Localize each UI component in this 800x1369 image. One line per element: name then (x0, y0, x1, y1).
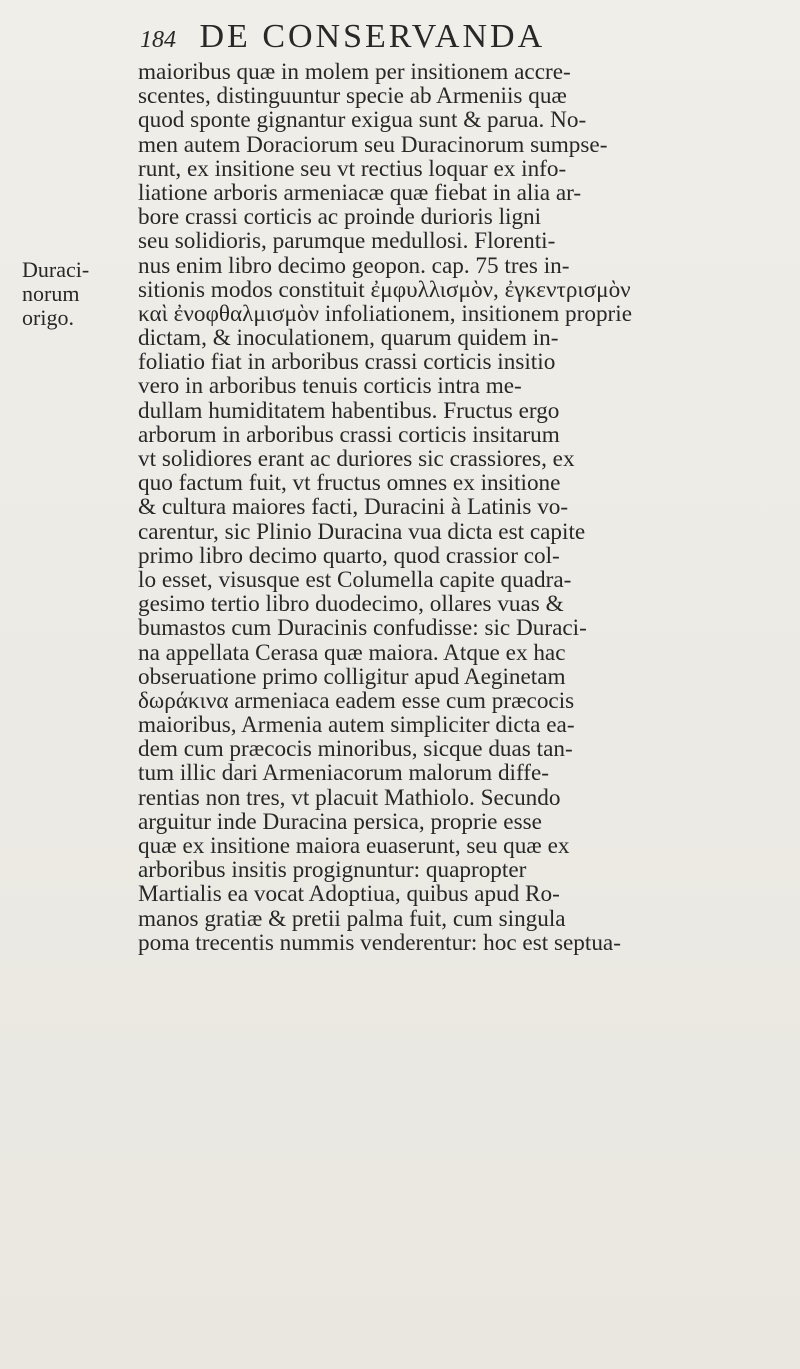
text-line: quod sponte gignantur exigua sunt & parua. No- (138, 107, 587, 134)
text-line: scentes, distinguuntur specie ab Armeniis quæ (138, 83, 567, 110)
header-title: DE CONSERVANDA (199, 18, 546, 55)
margin-note-line: origo. (22, 305, 74, 330)
text-line: seu solidioris, parumque medullosi. Florenti- (138, 228, 556, 255)
text-line: tum illic dari Armeniacorum malorum diffe- (138, 760, 550, 787)
text-line: vero in arboribus tenuis corticis intra me- (138, 373, 522, 400)
text-line: sitionis modos constituit ἐμφυλλισμὸν, ἐγκεντρισμὸν (138, 276, 631, 303)
text-line: maioribus quæ in molem per insitionem accre- (138, 59, 571, 85)
text-line: lo esset, visusque est Columella capite quadra- (138, 566, 572, 593)
text-line: obseruatione primo colligitur apud Aeginetam (138, 663, 566, 690)
text-line: δωράκινα armeniaca eadem esse cum præcocis (138, 687, 575, 714)
text-line: vt solidiores erant ac duriores sic crassiores, ex (138, 446, 575, 472)
text-line: dullam humiditatem habentibus. Fructus ergo (138, 397, 560, 424)
margin-note (22, 258, 132, 330)
text-line: carentur, sic Plinio Duracina vua dicta est capite (138, 518, 586, 545)
text-line: liatione arboris armeniacæ quæ fiebat in alia ar- (138, 179, 582, 206)
text-line: arboribus insitis progignuntur: quapropter (138, 857, 527, 884)
text-line: manos gratiæ & pretii palma fuit, cum singula (138, 905, 566, 932)
text-line: primo libro decimo quarto, quod crassior col- (138, 542, 560, 569)
text-line: maioribus, Armenia autem simpliciter dicta ea- (138, 712, 575, 739)
text-line: arborum in arboribus crassi corticis insitarum (138, 421, 560, 448)
text-line: gesimo tertio libro duodecimo, ollares vuas & (138, 591, 564, 618)
text-line: Martialis ea vocat Adoptiua, quibus apud Ro- (138, 881, 560, 908)
running-header (140, 12, 780, 62)
text-line: na appellata Cerasa quæ maiora. Atque ex hac (138, 639, 566, 666)
body-text (138, 60, 788, 955)
text-line: & cultura maiores facti, Duracini à Latinis vo- (138, 494, 569, 521)
margin-note-line: norum (22, 281, 80, 306)
text-line: καὶ ἐνοφθαλμισμὸν infoliationem, insitionem proprie (138, 300, 633, 327)
page-number: 184 (140, 27, 176, 53)
text-line: dictam, & inoculationem, quarum quidem in- (138, 325, 559, 352)
text-line: poma trecentis nummis venderentur: hoc est septua- (138, 929, 621, 956)
text-line: bore crassi corticis ac proinde durioris ligni (138, 204, 542, 231)
text-line: foliatio fiat in arboribus crassi corticis insitio (138, 349, 556, 376)
text-line: runt, ex insitione seu vt rectius loquar ex info- (138, 155, 567, 182)
text-line: arguitur inde Duracina persica, proprie esse (138, 808, 542, 835)
margin-note-line: Duraci- (22, 257, 90, 282)
text-line: bumastos cum Duracinis confudisse: sic Duraci- (138, 615, 587, 642)
text-line: men autem Doraciorum seu Duracinorum sumpse- (138, 131, 608, 158)
text-line: quo factum fuit, vt fructus omnes ex insitione (138, 470, 561, 497)
text-line: nus enim libro decimo geopon. cap. 75 tres in- (138, 252, 570, 279)
text-line: rentias non tres, vt placuit Mathiolo. Secundo (138, 784, 561, 811)
text-line: dem cum præcocis minoribus, sicque duas tan- (138, 736, 573, 763)
text-line: quæ ex insitione maiora euaserunt, seu quæ ex (138, 833, 570, 859)
